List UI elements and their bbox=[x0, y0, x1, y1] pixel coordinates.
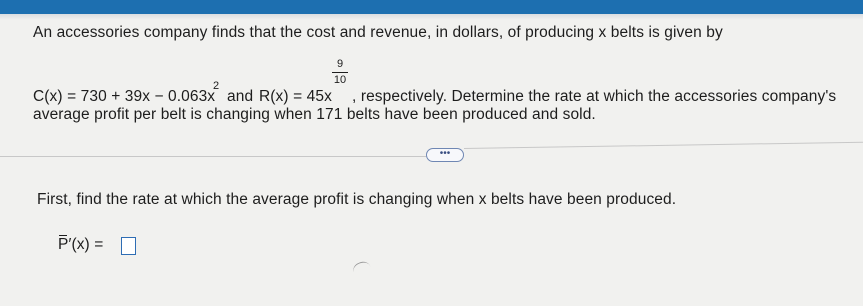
revenue-exponent-numerator: 9 bbox=[336, 58, 344, 70]
header-shadow bbox=[0, 14, 863, 20]
answer-label: P′(x) = bbox=[58, 236, 104, 253]
revenue-exponent-denominator: 10 bbox=[333, 74, 347, 86]
divider-right bbox=[464, 142, 863, 149]
cost-exponent: 2 bbox=[213, 80, 220, 92]
problem-line-3: average profit per belt is changing when 171 belts have been produced and sold. bbox=[33, 106, 596, 123]
header-bar bbox=[0, 0, 863, 14]
problem-line-2-rest: , respectively. Determine the rate at which the accessories company's bbox=[352, 88, 837, 105]
problem-line-1: An accessories company finds that the cost and revenue, in dollars, of producing x belts is given by bbox=[33, 24, 723, 41]
cost-function: C(x) = 730 + 39x − 0.063x bbox=[33, 88, 216, 105]
and-text: and bbox=[227, 88, 254, 105]
answer-input-box[interactable] bbox=[121, 237, 136, 255]
step-instruction: First, find the rate at which the average profit is changing when x belts have been produced. bbox=[37, 191, 677, 208]
expand-more-button[interactable]: ••• bbox=[426, 148, 464, 162]
cursor-mark bbox=[351, 259, 373, 279]
divider-left bbox=[0, 156, 426, 157]
revenue-function: R(x) = 45x bbox=[259, 88, 332, 105]
revenue-exponent-fraction-bar bbox=[332, 72, 348, 73]
